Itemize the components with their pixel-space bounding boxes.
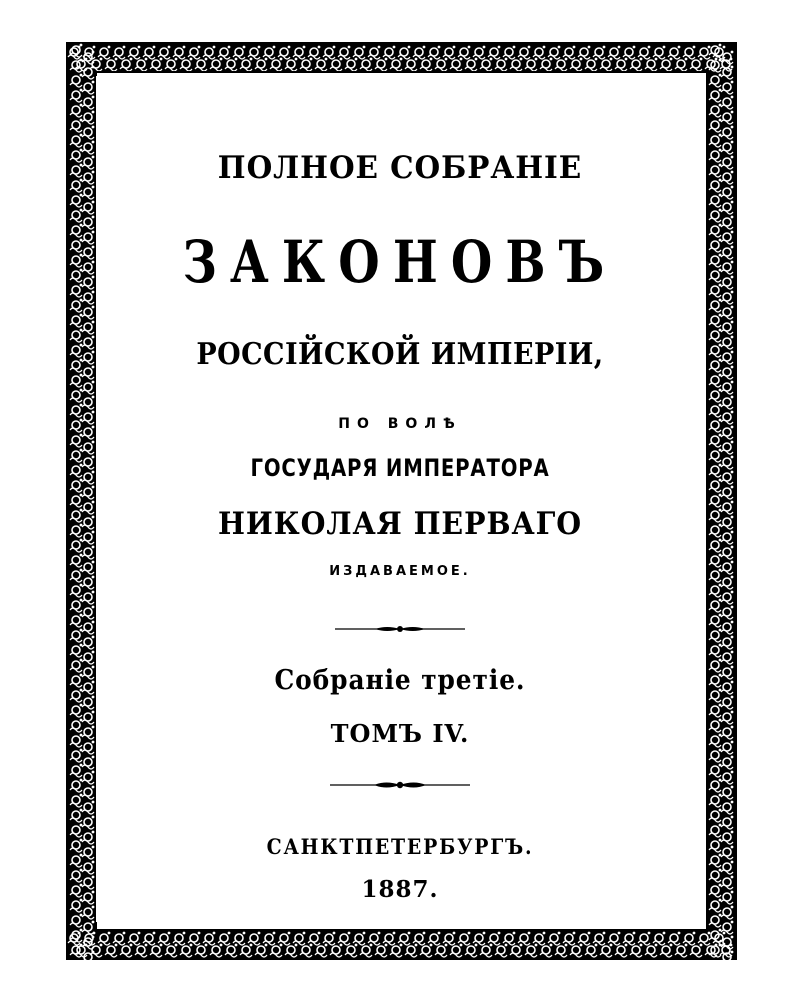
subtitle-line-2: ГОСУДАРЯ ИМПЕРАТОРА xyxy=(250,454,550,482)
title-page-panel xyxy=(96,76,696,922)
title-line-1: ПОЛНОЕ СОБРАНІЕ xyxy=(217,150,583,186)
title-line-2: ЗАКОНОВЪ xyxy=(182,228,618,296)
subtitle-line-1: ПО ВОЛѢ xyxy=(338,416,462,432)
year-label: 1887. xyxy=(361,876,439,903)
divider-flourish xyxy=(0,780,800,790)
emperor-name: НИКОЛАЯ ПЕРВАГО xyxy=(217,506,583,542)
title-line-3: РОССІЙСКОЙ ИМПЕРІИ, xyxy=(196,337,604,372)
collection-label: Собраніе третіе. xyxy=(274,665,526,696)
published-note: ИЗДАВАЕМОЕ. xyxy=(329,564,471,579)
city-label: САНКТПЕТЕРБУРГЪ. xyxy=(266,834,534,859)
volume-label: ТОМЪ IV. xyxy=(330,719,470,748)
divider-flourish xyxy=(0,624,800,634)
